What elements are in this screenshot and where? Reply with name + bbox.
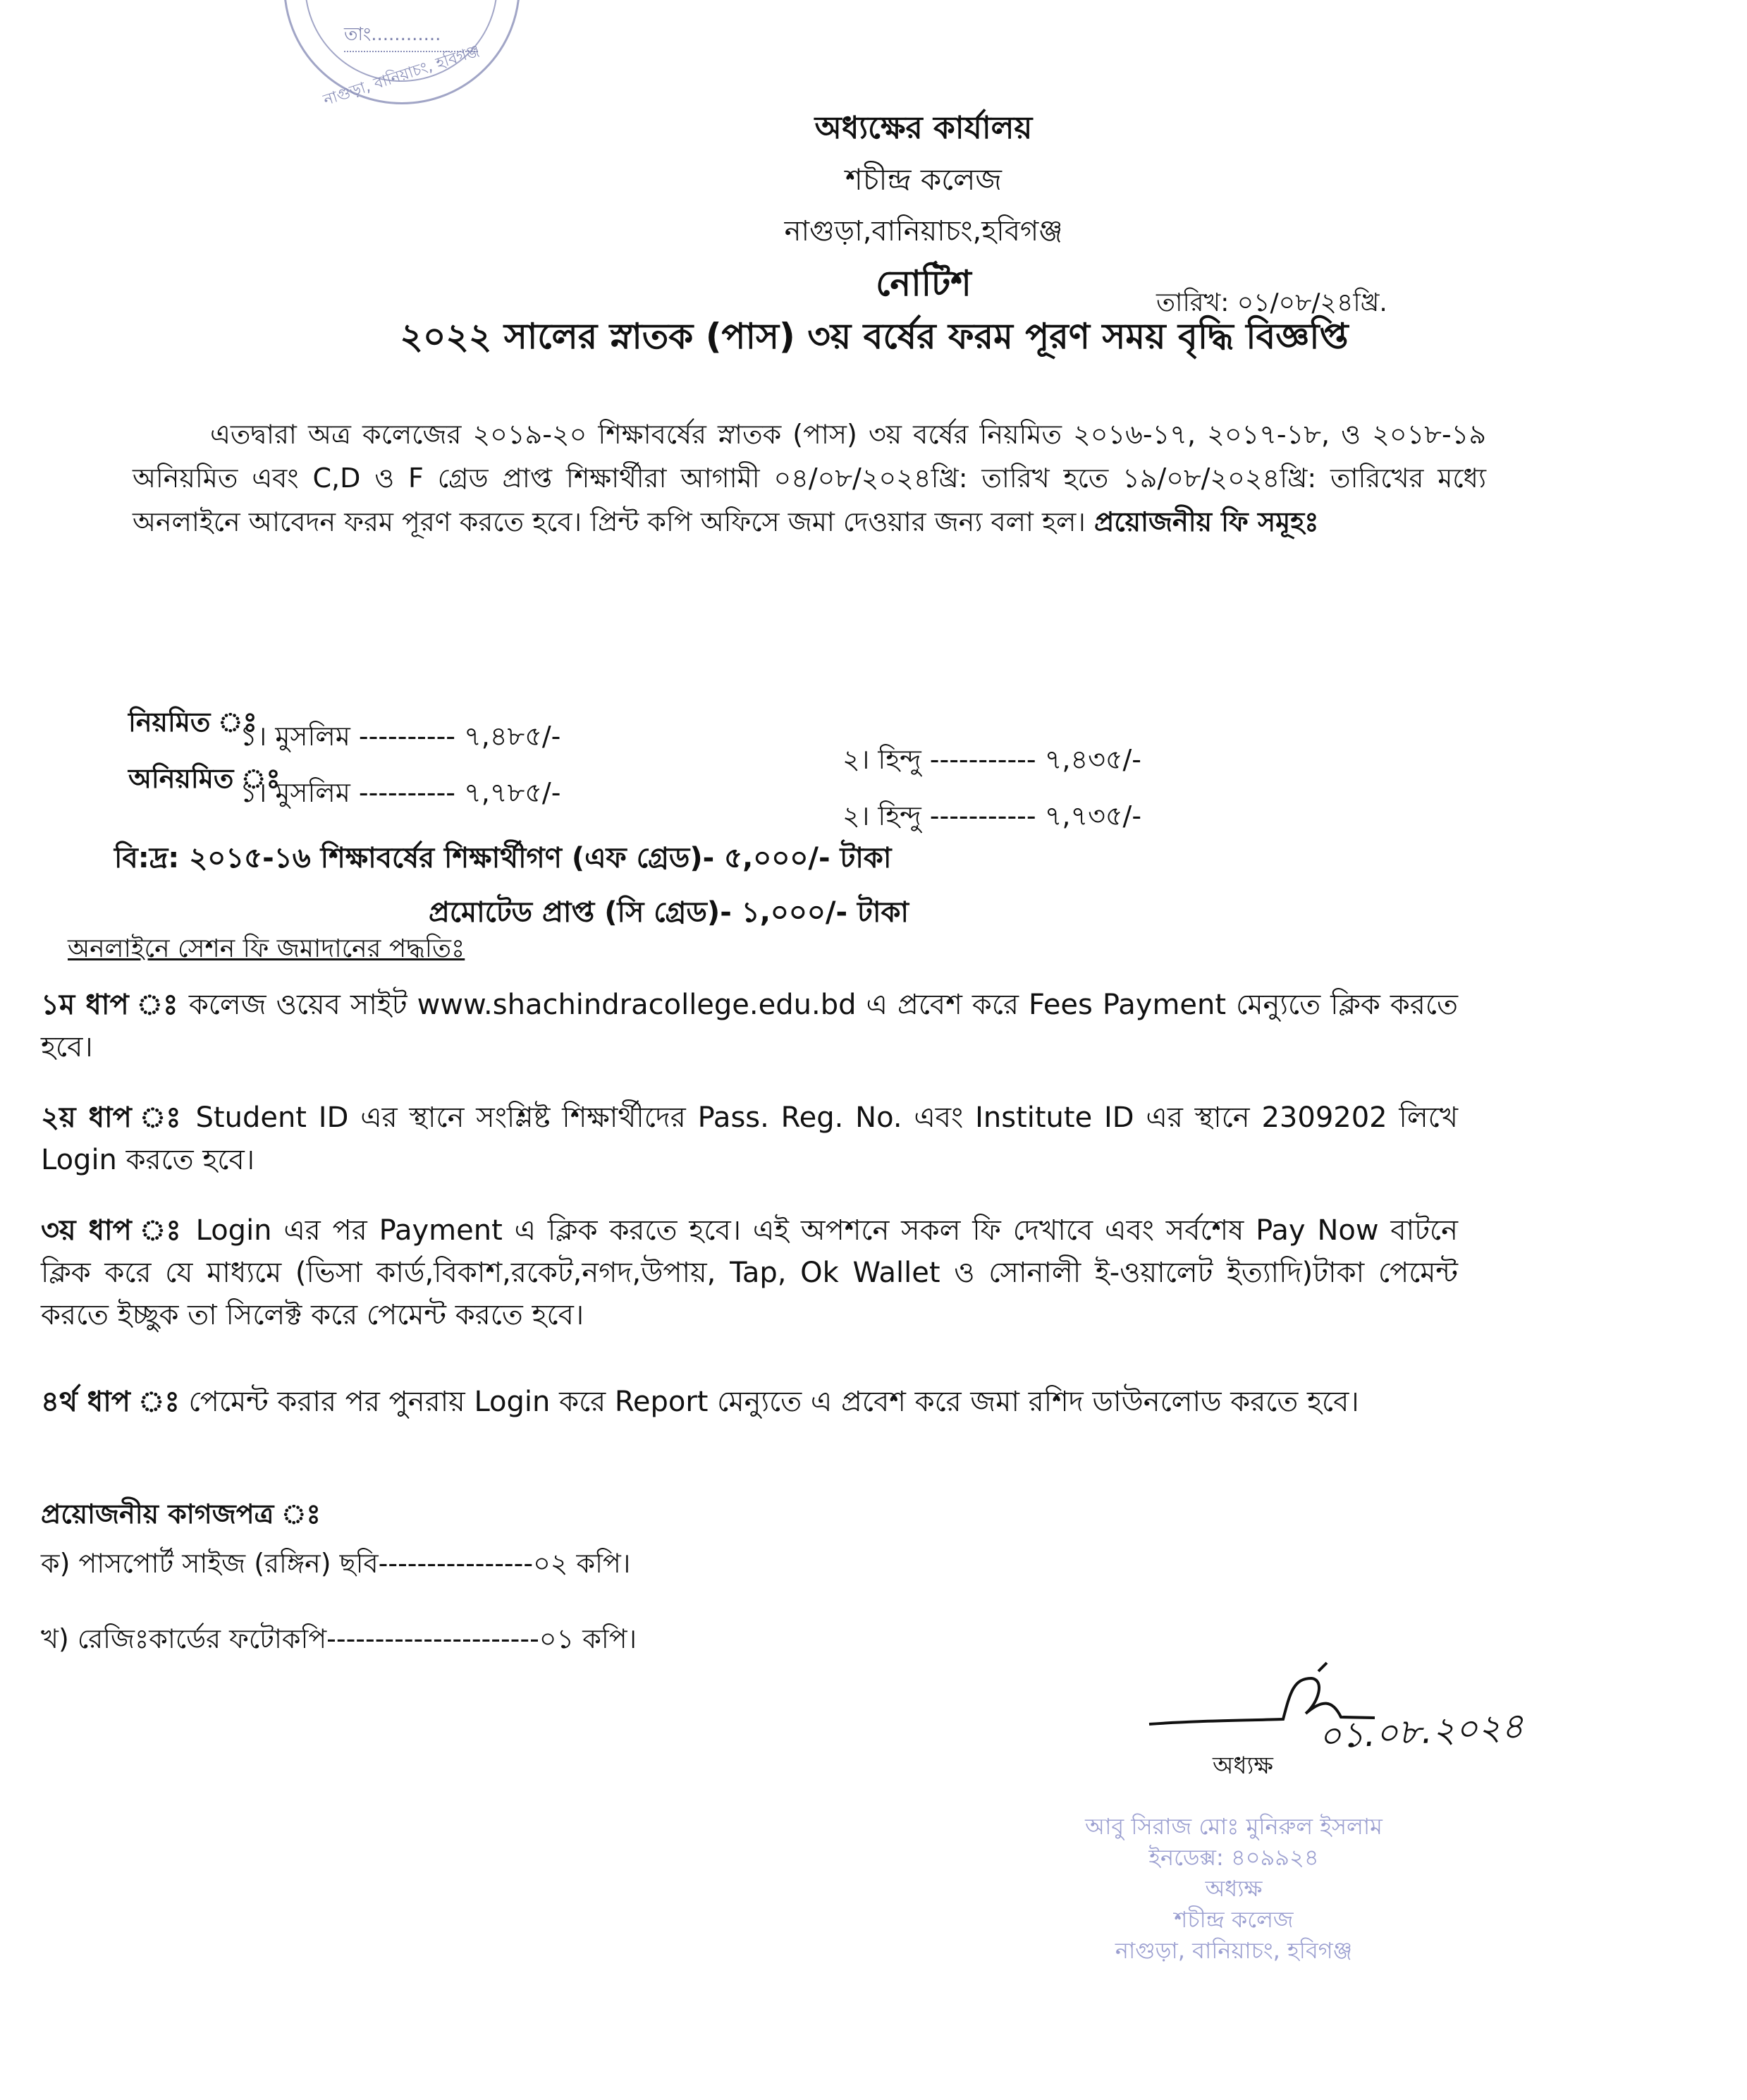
step-4-text: পেমেন্ট করার পর পুনরায় Login করে Report মেন্যুতে এ প্রবেশ করে জমা রশিদ ডাউনলোড করতে হবে।: [188, 1386, 1359, 1418]
principal-name: আবু সিরাজ মোঃ মুনিরুল ইসলাম: [1085, 1813, 1383, 1840]
step-2-text: Student ID এর স্থানে সংশ্লিষ্ট শিক্ষার্থীদের Pass. Reg. No. এবং Institute ID এর স্থানে 2309202 লিখে Login করতে হবে।: [41, 1101, 1459, 1176]
regular-label: নিয়মিত ঃ: [128, 707, 257, 738]
signature-date: ০১.০৮.২০২৪: [1317, 1705, 1525, 1757]
regular-muslim-fee: ১। মুসলিম ---------- ৭,৪৮৫/-: [240, 721, 561, 752]
irregular-label: অনিয়মিত ঃ: [128, 763, 281, 794]
intro-paragraph: [133, 413, 1486, 544]
intro-text: এতদ্বারা অত্র কলেজের ২০১৯-২০ শিক্ষাবর্ষের স্নাতক (পাস) ৩য় বর্ষের নিয়মিত ২০১৬-১৭, ২০১৭-১৮, ও ২০১৮-১৯ অনিয়মিত এবং C,D ও F গ্রেড প্রাপ্ত শিক্ষার্থীরা আগামী ০৪/০৮/২০২৪খ্রি: তারিখ হতে ১৯/০৮/২০২৪খ্রি: তারিখের মধ্যে অনলাইনে আবেদন ফরম পূরণ করতে হবে। প্রিন্ট কপি অফিসে জমা দেওয়ার জন্য বলা হল।: [133, 419, 1486, 537]
step-1-label: ১ম ধাপ ঃ: [41, 989, 179, 1021]
irregular-muslim-fee: ১। মুসলিম ---------- ৭,৭৮৫/-: [240, 777, 561, 808]
office-title: অধ্যক্ষের কার্যালয়: [814, 110, 1033, 146]
signature-designation: অধ্যক্ষ: [1213, 1752, 1273, 1780]
principal-index: ইনডেক্স: ৪০৯৯২৪: [1148, 1844, 1319, 1871]
notice-title: ২০২২ সালের স্নাতক (পাস) ৩য় বর্ষের ফরম পূরণ সময় বৃদ্ধি বিজ্ঞপ্তি: [400, 316, 1349, 357]
step-3-label: ৩য় ধাপ ঃ: [41, 1214, 184, 1247]
notice-label: নোটিশ: [876, 263, 971, 304]
step-1: [41, 984, 1458, 1068]
seal-date-label: তাং............: [344, 20, 478, 52]
regular-hindu-fee: ২। হিন্দু ----------- ৭,৪৩৫/-: [842, 744, 1142, 775]
irregular-hindu-fee: ২। হিন্দু ----------- ৭,৭৩৫/-: [842, 800, 1142, 831]
documents-heading: প্রয়োজনীয় কাগজপত্র ঃ: [41, 1498, 321, 1530]
payment-method-heading: অনলাইনে সেশন ফি জমাদানের পদ্ধতিঃ: [68, 934, 465, 963]
document-item: ক) পাসপোর্ট সাইজ (রঙ্গিন) ছবি----------------০২ কপি।: [41, 1548, 631, 1579]
step-4-label: ৪র্থ ধাপ ঃ: [41, 1386, 180, 1418]
document-item: খ) রেজিঃকার্ডের ফটোকপি----------------------০১ কপি।: [41, 1623, 637, 1654]
step-3: [41, 1209, 1458, 1336]
step-1-text: কলেজ ওয়েব সাইট www.shachindracollege.edu.bd এ প্রবেশ করে Fees Payment মেন্যুতে ক্লিক করতে হবে।: [41, 989, 1458, 1063]
step-2: [41, 1097, 1458, 1181]
principal-address: নাগুড়া, বানিয়াচং, হবিগঞ্জ: [1115, 1937, 1353, 1964]
step-3-text: Login এর পর Payment এ ক্লিক করতে হবে। এই অপশনে সকল ফি দেখাবে এবং সর্বশেষ Pay Now বাটনে ক্লিক করে যে মাধ্যমে (ভিসা কার্ড,বিকাশ,রকেট,নগদ,উপায়, Tap, Ok Wallet ও সোনালী ই-ওয়ালেট ইত্যাদি)টাকা পেমেন্ট করতে ইচ্ছুক তা সিলেক্ট করে পেমেন্ট করতে হবে।: [41, 1214, 1458, 1331]
principal-designation: অধ্যক্ষ: [1205, 1875, 1263, 1902]
step-4: [41, 1381, 1458, 1423]
college-name: শচীন্দ্র কলেজ: [845, 162, 1002, 197]
principal-college: শচীন্দ্র কলেজ: [1174, 1906, 1294, 1933]
fees-heading: প্রয়োজনীয় ফি সমূহঃ: [1093, 506, 1319, 537]
seal-ring-text: নাগুড়া, বানিয়াচং, হবিগঞ্জ: [321, 42, 482, 110]
note-c-grade: প্রমোটেড প্রাপ্ত (সি গ্রেড)- ১,০০০/- টাকা: [429, 896, 909, 929]
note-f-grade: বি:দ্র: ২০১৫-১৬ শিক্ষাবর্ষের শিক্ষার্থীগণ (এফ গ্রেড)- ৫,০০০/- টাকা: [114, 842, 892, 874]
step-2-label: ২য় ধাপ ঃ: [41, 1101, 184, 1134]
college-address: নাগুড়া,বানিয়াচং,হবিগঞ্জ: [784, 215, 1063, 248]
notice-date: তারিখ: ০১/০৮/২৪খ্রি.: [1156, 288, 1387, 317]
